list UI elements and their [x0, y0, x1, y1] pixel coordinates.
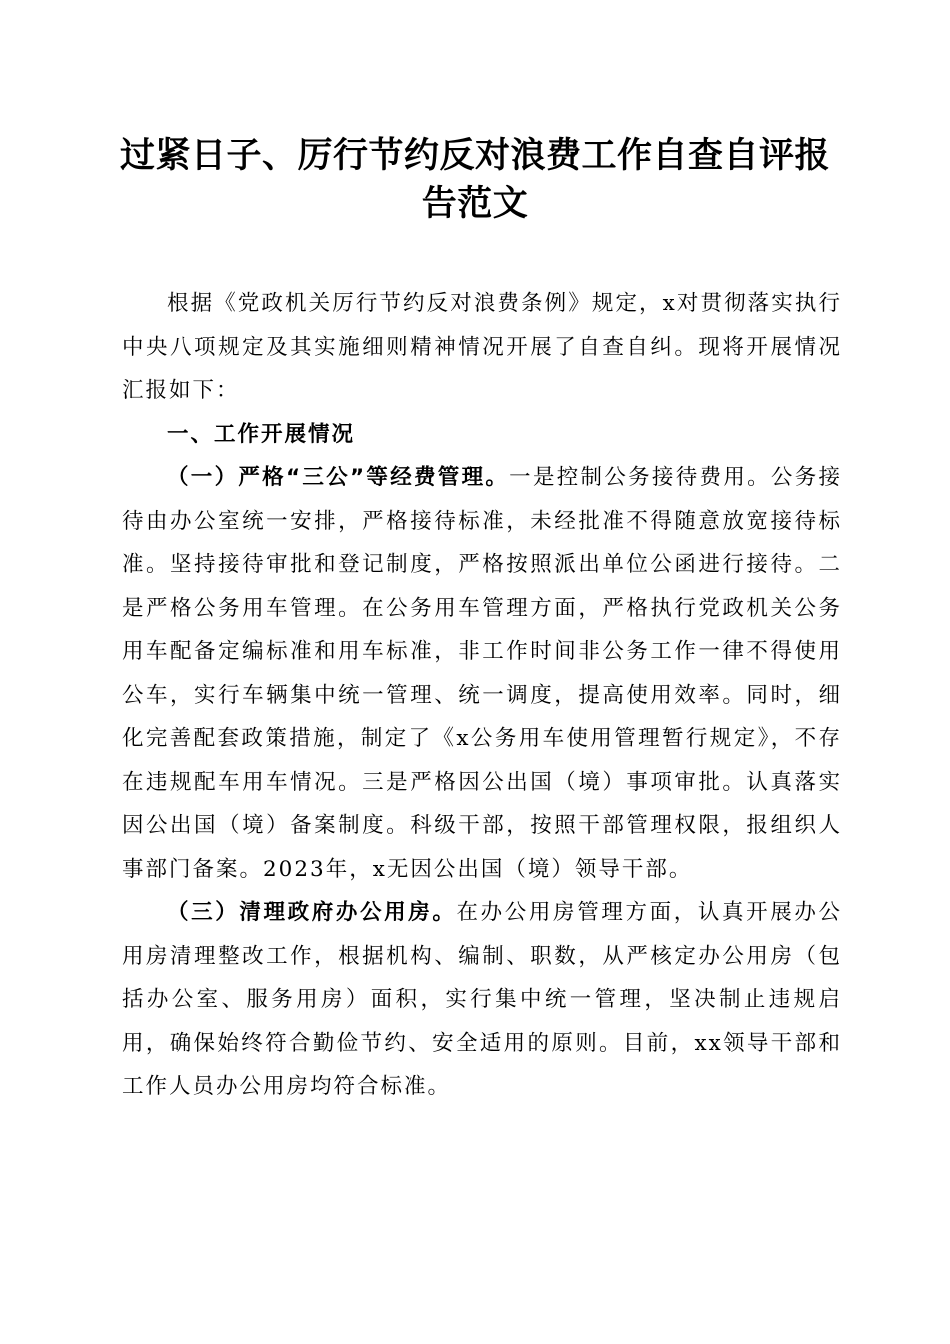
title-line-2: 告范文	[421, 184, 529, 224]
paragraph-lead: （三）清理政府办公用房。	[167, 900, 457, 925]
title-line-1: 过紧日子、厉行节约反对浪费工作自查自评报	[119, 136, 830, 176]
paragraph-office-space	[122, 891, 842, 1109]
document-body	[122, 282, 842, 1109]
paragraph-expense-management	[122, 456, 842, 891]
intro-paragraph: 根据《党政机关厉行节约反对浪费条例》规定，x对贯彻落实执行中央八项规定及其实施细则精神情况开展了自查自纠。现将开展情况汇报如下：	[122, 291, 842, 403]
paragraph-lead: （一）严格“三公”等经费管理。	[167, 465, 510, 490]
document-title	[110, 132, 840, 228]
paragraph-text: 在办公用房管理方面，认真开展办公用房清理整改工作，根据机构、编制、职数，从严核定办公用房（包括办公室、服务用房）面积，实行集中统一管理，坚决制止违规启用，确保始终符合勤俭节约、安全适用的原则。目前，xx领导干部和工作人员办公用房均符合标准。	[122, 900, 842, 1099]
section-heading-1: 一、工作开展情况	[167, 421, 356, 447]
paragraph-text: 一是控制公务接待费用。公务接待由办公室统一安排，严格接待标准，未经批准不得随意放宽接待标准。坚持接待审批和登记制度，严格按照派出单位公函进行接待。二是严格公务用车管理。在公务用车管理方面，严格执行党政机关公务用车配备定编标准和用车标准，非工作时间非公务工作一律不得使用公车，实行车辆集中统一管理、统一调度，提高使用效率。同时，细化完善配套政策措施，制定了《x公务用车使用管理暂行规定》，不存在违规配车用车情况。三是严格因公出国（境）事项审批。认真落实因公出国（境）备案制度。科级干部，按照干部管理权限，报组织人事部门备案。2023年，x无因公出国（境）领导干部。	[122, 465, 842, 882]
